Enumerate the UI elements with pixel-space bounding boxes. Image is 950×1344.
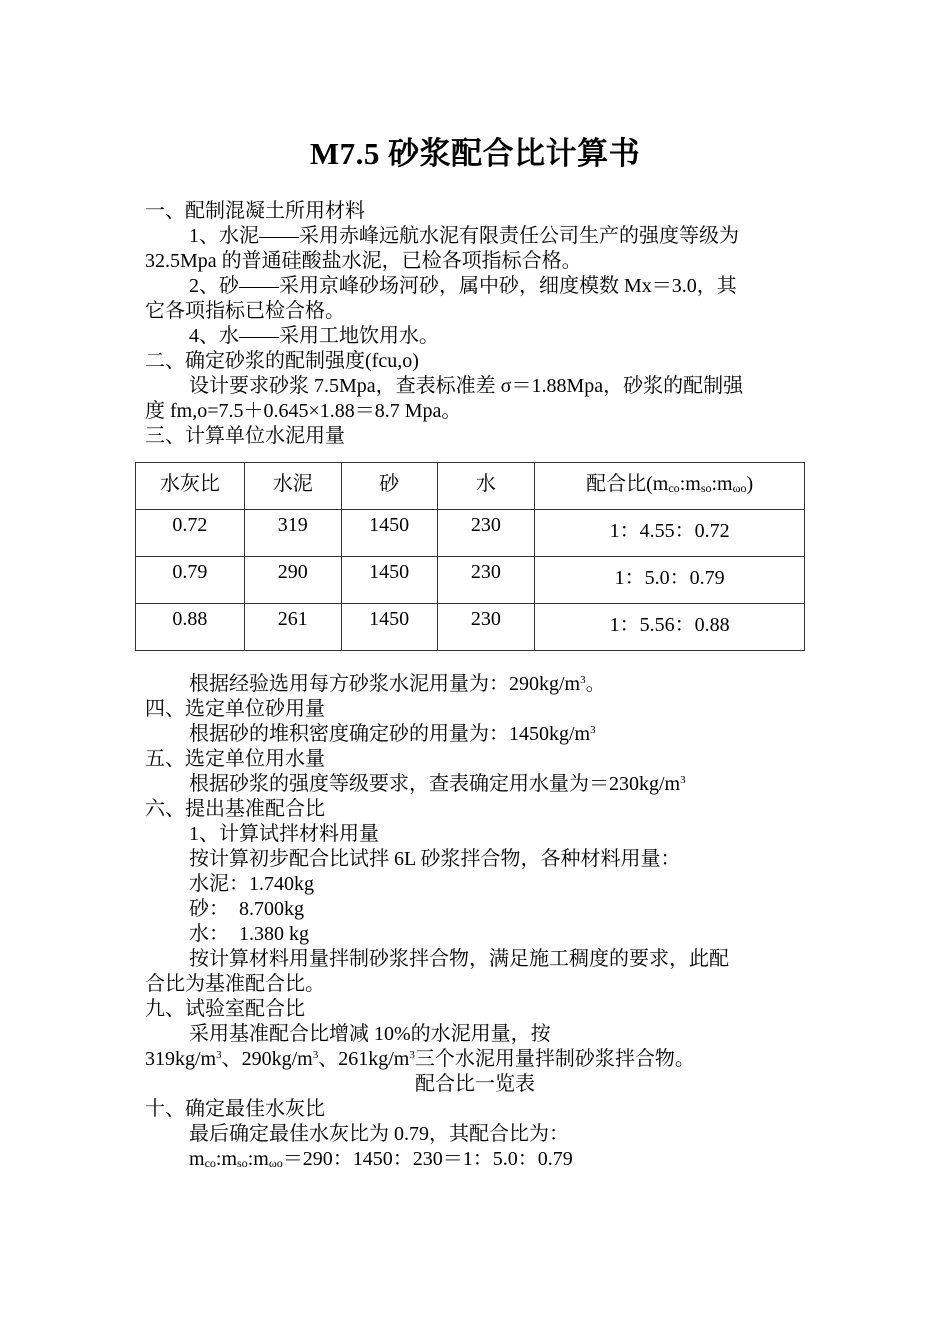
lab-mix-line-2: $319kg/m^3$、$290kg/m^3$、$261kg/m^3$三个水泥用量拌制砂浆拌合物。 bbox=[145, 1048, 695, 1070]
cement-selection-line: 根据经验选用每方砂浆水泥用量为：$290kg/m^3$。 bbox=[189, 673, 606, 695]
cell-wc-ratio: 0.88 bbox=[136, 604, 245, 651]
final-ratio-formula: $m_{co}:m_{so}:m_{\omega o}=290$：1450：230＝1：5.0：0.79 bbox=[189, 1148, 573, 1170]
section-1-heading: 一、配制混凝土所用材料 bbox=[145, 200, 365, 222]
cell-wc-ratio: 0.72 bbox=[136, 510, 245, 557]
cement-paragraph-line-1: 1、水泥——采用赤峰远航水泥有限责任公司生产的强度等级为 bbox=[189, 225, 739, 247]
header-mix-ratio: 配合比$(m_{co}:m_{so}:m_{\omega o})$ bbox=[535, 463, 805, 510]
strength-line-2: 度 fm,o=7.5＋0.645×1.88＝8.7 Mpa。 bbox=[145, 400, 462, 422]
cell-sand: 1450 bbox=[341, 604, 437, 651]
cell-wc-ratio: 0.79 bbox=[136, 557, 245, 604]
table-row bbox=[136, 604, 805, 651]
mix-ratio-table bbox=[135, 462, 805, 651]
baseline-line-1: 按计算材料用量拌制砂浆拌合物，满足施工稠度的要求，此配 bbox=[189, 948, 729, 970]
water-amount-line: 根据砂浆的强度等级要求，查表确定用水量为$=230kg/m^3$ bbox=[189, 773, 686, 795]
cell-water: 230 bbox=[437, 557, 535, 604]
cell-mix-ratio: 1：4.55：0.72 bbox=[535, 510, 805, 557]
trial-mix-subheading: 1、计算试拌材料用量 bbox=[189, 823, 379, 845]
strength-line-1: 设计要求砂浆 7.5Mpa，查表标准差 σ＝1.88Mpa，砂浆的配制强 bbox=[189, 375, 744, 397]
cell-water: 230 bbox=[437, 604, 535, 651]
table-row bbox=[136, 557, 805, 604]
table-header-row bbox=[136, 463, 805, 510]
page-title: M7.5 砂浆配合比计算书 bbox=[309, 136, 641, 171]
cell-mix-ratio: 1：5.56：0.88 bbox=[535, 604, 805, 651]
header-sand: 砂 bbox=[341, 463, 437, 510]
cell-cement: 290 bbox=[244, 557, 341, 604]
section-9-heading: 九、试验室配合比 bbox=[145, 998, 305, 1020]
cell-cement: 261 bbox=[244, 604, 341, 651]
cement-paragraph-line-2: 32.5Mpa 的普通硅酸盐水泥，已检各项指标合格。 bbox=[145, 250, 582, 272]
baseline-line-2: 合比为基准配合比。 bbox=[145, 973, 325, 995]
sand-paragraph-line-2: 它各项指标已检合格。 bbox=[145, 300, 345, 322]
cell-water: 230 bbox=[437, 510, 535, 557]
header-cement: 水泥 bbox=[244, 463, 341, 510]
optimal-ratio-line: 最后确定最佳水灰比为 0.79，其配合比为： bbox=[189, 1123, 569, 1145]
cell-sand: 1450 bbox=[341, 510, 437, 557]
cell-cement: 319 bbox=[244, 510, 341, 557]
sand-quantity: 砂： 8.700kg bbox=[189, 898, 304, 920]
sand-amount-line: 根据砂的堆积密度确定砂的用量为：$1450kg/m^3$ bbox=[189, 723, 596, 745]
table-caption: 配合比一览表 bbox=[415, 1073, 535, 1095]
section-2-heading: 二、确定砂浆的配制强度(fcu,o) bbox=[145, 350, 419, 372]
water-paragraph: 4、水——采用工地饮用水。 bbox=[189, 325, 439, 347]
section-3-heading: 三、计算单位水泥用量 bbox=[145, 425, 345, 447]
header-water: 水 bbox=[437, 463, 535, 510]
water-quantity: 水： 1.380 kg bbox=[189, 923, 309, 945]
sand-paragraph-line-1: 2、砂——采用京峰砂场河砂，属中砂，细度模数 Mx＝3.0，其 bbox=[189, 275, 737, 297]
section-10-heading: 十、确定最佳水灰比 bbox=[145, 1098, 325, 1120]
table-row bbox=[136, 510, 805, 557]
trial-mix-intro: 按计算初步配合比试拌 6L 砂浆拌合物，各种材料用量： bbox=[189, 848, 681, 870]
cell-sand: 1450 bbox=[341, 557, 437, 604]
header-wc-ratio: 水灰比 bbox=[136, 463, 245, 510]
lab-mix-line-1: 采用基准配合比增减 10%的水泥用量，按 bbox=[189, 1023, 551, 1045]
section-4-heading: 四、选定单位砂用量 bbox=[145, 698, 325, 720]
cell-mix-ratio: 1：5.0：0.79 bbox=[535, 557, 805, 604]
cement-quantity: 水泥：1.740kg bbox=[189, 873, 314, 895]
section-5-heading: 五、选定单位用水量 bbox=[145, 748, 325, 770]
section-6-heading: 六、提出基准配合比 bbox=[145, 798, 325, 820]
